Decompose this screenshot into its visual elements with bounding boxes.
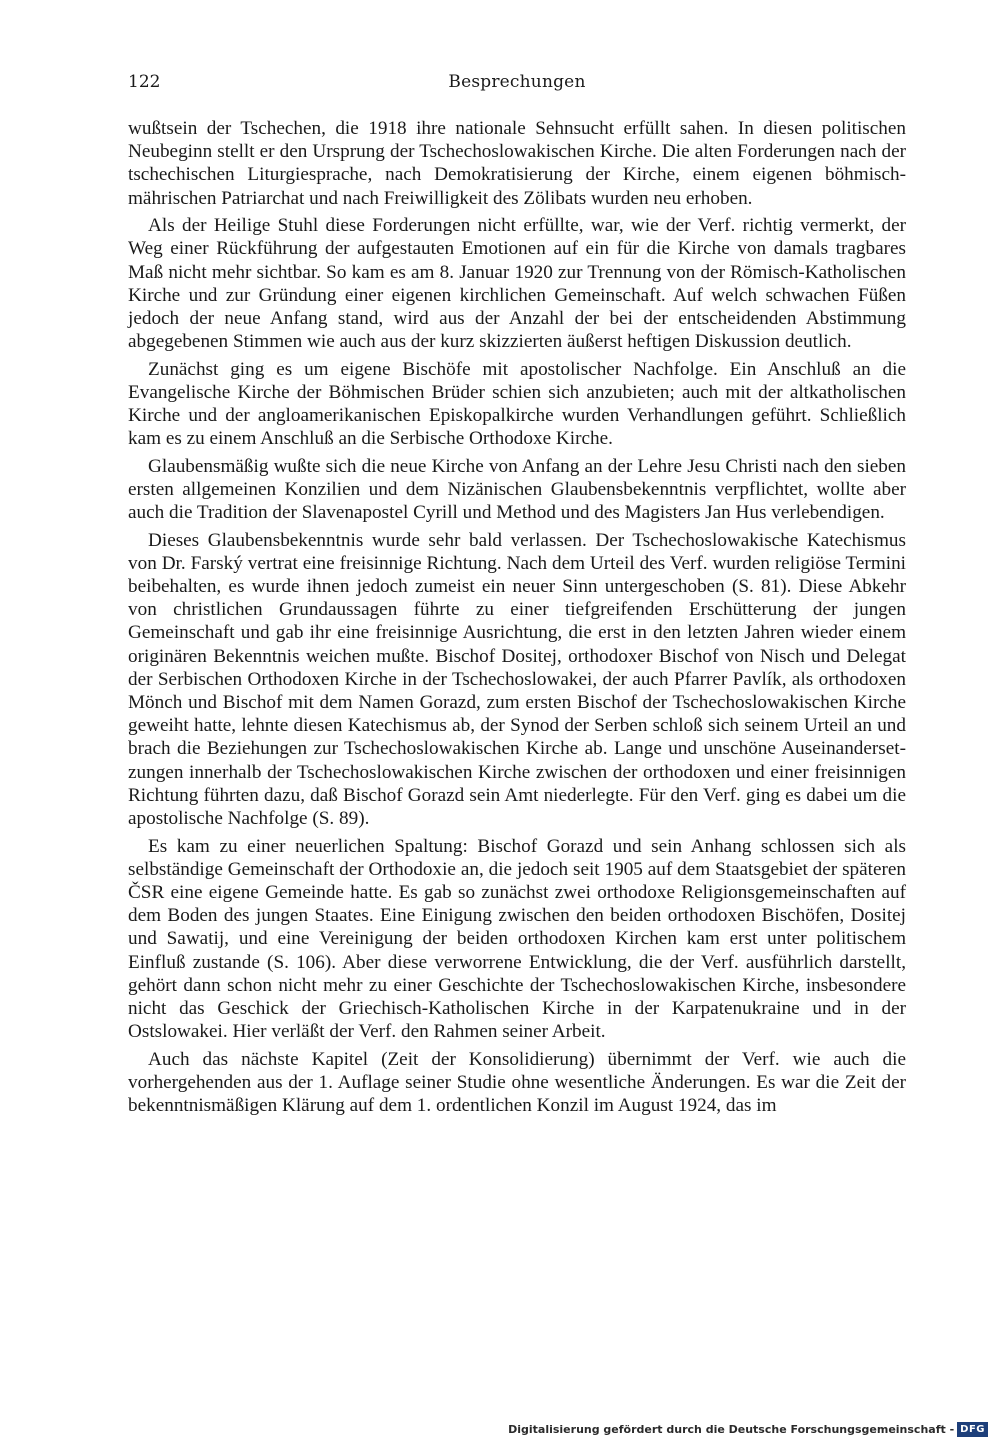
paragraph-7: Auch das nächste Kapitel (Zeit der Konsolidierung) übernimmt der Verf. wie auch die vorhergehenden aus der 1. Auflage seiner Studie ohne wesentliche Änderungen. Es war die Zeit der bekenntnismäßigen Klärung auf dem 1. ordentlichen Konzil im August 1924, das im	[128, 1048, 906, 1117]
paragraph-4: Glaubensmäßig wußte sich die neue Kirche von Anfang an der Lehre Jesu Christi nach den sieben ersten allgemeinen Konzilien und dem Nizänischen Glaubensbekenntnis verpflichtet, wollte aber auch die Tradition der Slavenapostel Cyrill und Method und des Magisters Jan Hus verlebendigen.	[128, 455, 906, 524]
funding-note: Digitalisierung gefördert durch die Deutsche Forschungsgemeinschaft -	[508, 1422, 955, 1436]
dfg-logo-icon: DFG	[957, 1422, 988, 1437]
digitization-footer	[508, 1421, 988, 1437]
page-number: 122	[128, 72, 161, 92]
running-head: Besprechungen	[448, 72, 586, 92]
paragraph-6: Es kam zu einer neuerlichen Spaltung: Bischof Gorazd und sein Anhang schlossen sich als selbständige Gemeinschaft der Orthodoxie an, die jedoch seit 1905 auf dem Staatsgebiet der späteren ČSR eine eigene Gemeinde hatte. Es gab so zunächst zwei orthodoxe Religionsgemeinschaften auf dem Boden des jungen Staates. Eine Einigung zwischen den beiden orthodoxen Bischöfen, Dositej und Sawatij, und eine Vereinigung der beiden orthodoxen Kirchen kam erst unter politischem Einfluß zustande (S. 106). Aber diese verworrene Entwicklung, die der Verf. ausführlich darstellt, gehört dann schon nicht mehr zu einer Geschichte der Tschechoslowakischen Kirche, insbesondere nicht das Geschick der Griechisch-Katholischen Kirche in der Karpatenukraine und in der Ostslowakei. Hier verläßt der Verf. den Rahmen seiner Arbeit.	[128, 835, 906, 1043]
paragraph-5: Dieses Glaubensbekenntnis wurde sehr bald verlassen. Der Tschechoslowakische Katechismus von Dr. Farský vertrat eine freisinnige Richtung. Nach dem Urteil des Verf. wurden religiöse Termini beibehalten, es wurde ihnen jedoch zumeist ein neuer Sinn untergeschoben (S. 81). Diese Abkehr von christlichen Grundaussagen führte zu einer tiefgreifenden Erschütterung der jungen Gemeinschaft und gab ihr eine freisinnige Ausrichtung, die erst in den letzten Jahren wieder einem originären Bekenntnis weichen mußte. Bischof Dositej, orthodoxer Bischof von Nisch und Delegat der Serbischen Orthodoxen Kirche in der Tschechoslowakei, der auch Pfarrer Pavlík, als orthodoxen Mönch und Bischof mit dem Namen Gorazd, zum ersten Bischof der Tschechoslowakischen Kirche geweiht hatte, lehnte diesen Katechismus ab, der Synod der Serben schloß sich seinem Urteil an und brach die Beziehungen zur Tschechoslowakischen Kirche ab. Lange und unschöne Auseinandersetzungen innerhalb der Tschechoslowakischen Kirche zwischen der orthodoxen und einer freisinnigen Richtung führten dazu, daß Bischof Gorazd sein Amt niederlegte. Für den Verf. ging es dabei um die apostolische Nachfolge (S. 89).	[128, 529, 906, 830]
paragraph-1: wußtsein der Tschechen, die 1918 ihre nationale Sehnsucht erfüllt sahen. In diesen politischen Neubeginn stellt er den Ursprung der Tschechoslowakischen Kirche. Die alten Forderungen nach der tschechischen Liturgiesprache, nach Demokratisierung der Kirche, einem eigenen böhmisch-mährischen Patriarchat und nach Freiwilligkeit des Zölibats wurden neu erhoben.	[128, 118, 906, 209]
paragraph-3: Zunächst ging es um eigene Bischöfe mit apostolischer Nachfolge. Ein Anschluß an die Evangelische Kirche der Böhmischen Brüder schien sich anzubieten; auch mit der altkatholischen Kirche und der angloamerikanischen Episkopalkirche wurden Verhandlungen geführt. Schließlich kam es zu einem Anschluß an die Serbische Orthodoxe Kirche.	[128, 358, 906, 450]
paragraph-2: Als der Heilige Stuhl diese Forderungen nicht erfüllte, war, wie der Verf. richtig vermerkt, der Weg einer Rückführung der aufgestauten Emotionen auf ein für die Kirche von damals tragbares Maß nicht mehr sichtbar. So kam es am 8. Januar 1920 zur Trennung von der Römisch-Katholischen Kirche und zur Gründung einer eigenen kirchlichen Gemeinschaft. Auf welch schwachen Füßen jedoch der neue Anfang stand, wird aus der Anzahl der bei der entscheidenden Abstimmung abgegebenen Stimmen wie auch aus der kurz skizzierten äußerst heftigen Diskussion deutlich.	[128, 215, 906, 353]
body-text	[128, 117, 906, 1117]
page-header	[128, 72, 906, 98]
